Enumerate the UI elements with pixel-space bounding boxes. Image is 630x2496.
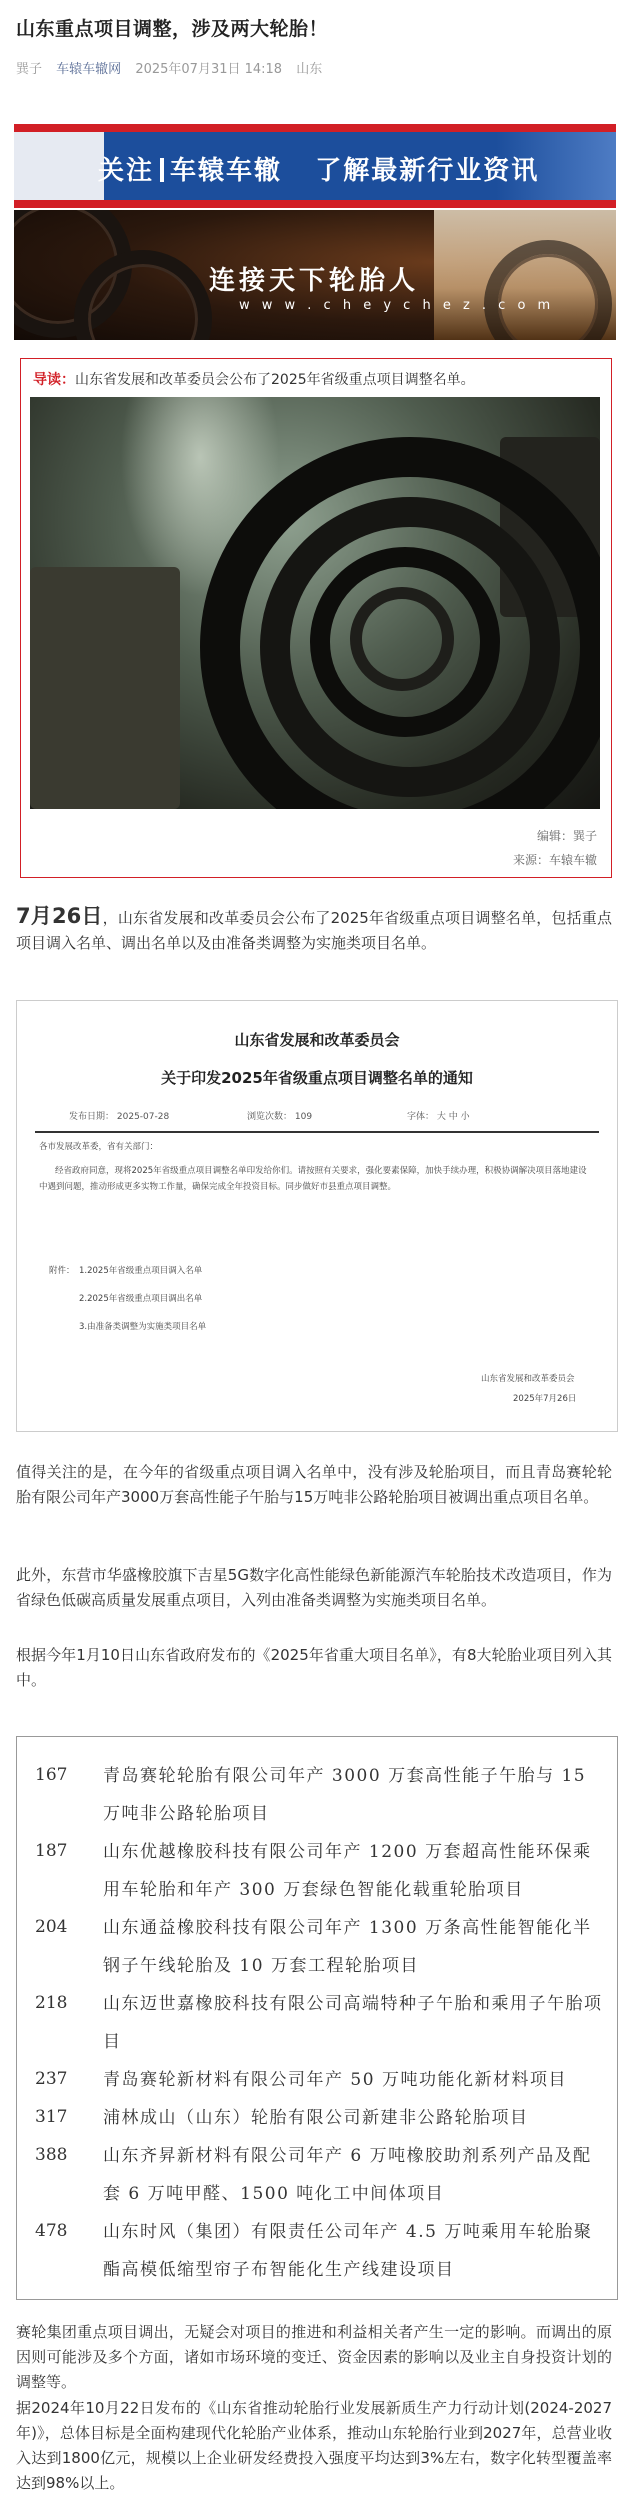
lead-text: 导读：山东省发展和改革委员会公布了2025年省级重点项目调整名单。 — [33, 372, 475, 388]
slogan-url: w w w . c h e y c h e z . c o m — [239, 298, 555, 313]
paragraph-2: 值得关注的是，在今年的省级重点项目调入名单中，没有涉及轮胎项目，而且青岛赛轮轮胎有限公司年产3000万套高性能子午胎与15万吨非公路轮胎项目被调出重点项目名单。 — [16, 1463, 612, 1506]
location: 山东 — [296, 62, 323, 77]
notice-document-image: 山东省发展和改革委员会 关于印发2025年省级重点项目调整名单的通知 发布日期： 2025-07-28 浏览次数： 109 字体： 大 中 小 各市发展改革委，省有关部门： 经省政府同意，现将2025年省级重点项目调整名单印发给你们。请按照有关要求，强化要素保障，加快手续办理，积极协调解决项目落地建设中遇到问题，推动形成更多实物工作量，确保完成全年投资目标。同步做好市县重点项目调整。 附件： 1.2025年省级重点项目调入名单 2.2025年省级重点项目调出名单 3.由准备类调整为实施类项目名单 山东省发展和改革委员会 2025年7月26日 — [16, 1000, 618, 1432]
account-link[interactable]: 车辕车辙网 — [56, 62, 122, 77]
editor-credit: 编辑：巽子 — [536, 829, 597, 843]
doc-title: 关于印发2025年省级重点项目调整名单的通知 — [161, 1069, 473, 1087]
author: 巽子 — [16, 62, 43, 77]
paragraph-3: 此外，东营市华盛橡胶旗下吉星5G数字化高性能绿色新能源汽车轮胎技术改造项目，作为省绿色低碳高质量发展重点项目，入列由准备类调整为实施类项目名单。 — [16, 1566, 612, 1609]
article-title: 山东重点项目调整，涉及两大轮胎！ — [16, 18, 329, 40]
slogan-banner — [14, 210, 616, 340]
article-meta — [16, 58, 332, 77]
source-credit: 来源：车辕车辙 — [512, 853, 597, 867]
paragraph-6: 据2024年10月22日发布的《山东省推动轮胎行业发展新质生产力行动计划(2024-2027年)》，总体目标是全面构建现代化轮胎产业体系，推动山东轮胎行业到2027年，总营业收入达到1800亿元，规模以上企业研发经费投入强度平均达到3%左右，数字化转型覆盖率达到98%以上。 — [16, 2399, 612, 2492]
lead-label: 导读： — [33, 372, 75, 388]
project-list-table: 167 青岛赛轮轮胎有限公司年产 3000 万套高性能子午胎与 15 万吨非公路轮胎项目 187 山东优越橡胶科技有限公司年产 1200 万套超高性能环保乘用车轮胎和年产 300 万套绿色智能化载重轮胎项目 204 山东通益橡胶科技有限公司年产 1300 万条高性能智能化半钢子午线轮胎及 10 万套工程轮胎项目 218 山东迈世嘉橡胶科技有限公司高端特种子午胎和乘用子午胎项目 237 青岛赛轮新材料有限公司年产 50 万吨功能化新材料项目 317 浦林成山（山东）轮胎有限公司新建非公路轮胎项目 388 山东齐昇新材料有限公司年产 6 万吨橡胶助剂系列产品及配套 6 万吨甲醛、1500 吨化工中间体项目 478 山东时风（集团）有限责任公司年产 4.5 万吨乘用车轮胎聚酯高模低缩型帘子布智能化生产线建设项目 — [16, 1736, 618, 2300]
doc-org: 山东省发展和改革委员会 — [234, 1031, 400, 1049]
factory-tire-photo — [30, 397, 600, 809]
paragraph-1: 7月26日，山东省发展和改革委员会公布了2025年省级重点项目调整名单，包括重点项目调入名单、调出名单以及由准备类调整为实施类项目名单。 — [16, 904, 612, 952]
slogan-text: 连接天下轮胎人 — [209, 266, 420, 296]
paragraph-4: 根据今年1月10日山东省政府发布的《2025年省重大项目名单》，有8大轮胎业项目列入其中。 — [16, 1646, 612, 1689]
follow-banner[interactable] — [14, 124, 616, 208]
follow-banner-text: 关注 车辕车辙 了解最新行业资讯 — [98, 156, 540, 186]
paragraph-5: 赛轮集团重点项目调出，无疑会对项目的推进和利益相关者产生一定的影响。而调出的原因则可能涉及多个方面，诸如市场环境的变迁、资金因素的影响以及业主自身投资计划的调整等。 — [16, 2323, 612, 2391]
publish-time: 2025年07月31日 14:18 — [135, 62, 283, 77]
lead-box — [20, 358, 612, 878]
